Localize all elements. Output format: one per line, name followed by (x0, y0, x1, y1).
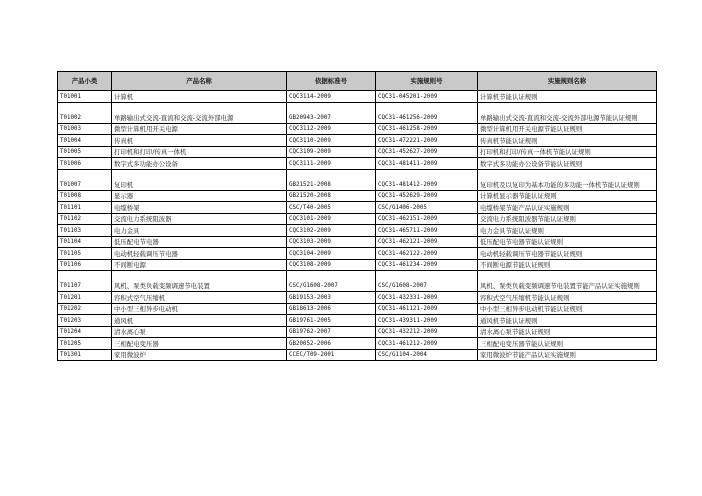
cell-rule-name[interactable]: 家用微波炉节能产品认证实施规则 (478, 349, 657, 361)
cell-rule-no[interactable]: CSC/G1406-2005 (376, 202, 478, 214)
cell-product-subclass[interactable]: T01102 (58, 213, 112, 225)
cell-rule-name[interactable]: 计算机显示器节能认证规则 (478, 190, 657, 202)
header-standard-no: 依据标准号 (287, 72, 376, 91)
cell-product-subclass[interactable]: T01006 (58, 158, 112, 170)
cell-rule-name[interactable]: 三相配电变压器节能认证规则 (478, 338, 657, 350)
cell-rule-name[interactable]: 微型计算机用开关电源节能认证规则 (478, 123, 657, 135)
cell-product-subclass[interactable]: T01004 (58, 135, 112, 147)
cell-standard-no[interactable]: CQC3102-2009 (287, 225, 376, 237)
cell-standard-no[interactable]: CSC/T40-2005 (287, 202, 376, 214)
cell-product-name[interactable]: 电缆桥架 (112, 202, 287, 214)
cell-standard-no[interactable]: CQC3109-2009 (287, 146, 376, 158)
cell-rule-no[interactable]: CQC31-461256-2009 (376, 102, 478, 123)
cell-standard-no[interactable]: CQC3112-2009 (287, 123, 376, 135)
table-row[interactable] (58, 236, 657, 248)
cell-product-subclass[interactable]: T01003 (58, 123, 112, 135)
table-row[interactable] (58, 123, 657, 135)
cell-standard-no[interactable]: GB19762-2007 (287, 326, 376, 338)
table-row[interactable] (58, 102, 657, 123)
table-row[interactable] (58, 190, 657, 202)
cell-rule-no[interactable]: CQC31-045201-2009 (376, 91, 478, 103)
cell-product-subclass[interactable]: T01001 (58, 91, 112, 103)
cell-rule-name[interactable]: 电动机轻载调压节电器节能认证规则 (478, 248, 657, 260)
cell-rule-name[interactable]: 打印机和打印/传真一体机节能认证规则 (478, 146, 657, 158)
cell-product-subclass[interactable]: T01201 (58, 292, 112, 304)
cell-rule-name[interactable]: 电力金具节能认证规则 (478, 225, 657, 237)
cell-product-subclass[interactable]: T01202 (58, 303, 112, 315)
cell-rule-name[interactable]: 单路输出式交流-直流和交流-交流外部电源节能认证规则 (478, 102, 657, 123)
cell-product-name[interactable]: 单路输出式交流-直流和交流-交流外部电源 (112, 102, 287, 123)
cell-standard-no[interactable]: GB18613-2006 (287, 303, 376, 315)
cell-rule-name[interactable]: 不间断电源节能认证规则 (478, 259, 657, 271)
cell-rule-no[interactable]: CQC31-461212-2009 (376, 338, 478, 350)
cell-standard-no[interactable]: CQC3108-2009 (287, 259, 376, 271)
cell-product-name[interactable]: 低压配电节电器 (112, 236, 287, 248)
cell-standard-no[interactable]: GB19761-2005 (287, 315, 376, 327)
table-row[interactable] (58, 213, 657, 225)
cell-rule-no[interactable]: CQC31-432331-2009 (376, 292, 478, 304)
cell-product-name[interactable]: 家用微波炉 (112, 349, 287, 361)
cell-rule-no[interactable]: CQC31-465711-2009 (376, 225, 478, 237)
cell-product-subclass[interactable]: T01005 (58, 146, 112, 158)
cell-rule-name[interactable]: 通风机节能认证规则 (478, 315, 657, 327)
cell-product-subclass[interactable]: T01204 (58, 326, 112, 338)
cell-rule-no[interactable]: CQC31-452627-2009 (376, 146, 478, 158)
cell-product-name[interactable]: 微型计算机用开关电源 (112, 123, 287, 135)
cell-rule-no[interactable]: CQC31-462151-2009 (376, 213, 478, 225)
cell-product-name[interactable]: 传真机 (112, 135, 287, 147)
cell-product-subclass[interactable]: T01205 (58, 338, 112, 350)
cell-product-subclass[interactable]: T01007 (58, 169, 112, 190)
cell-product-name[interactable]: 打印机和打印/传真一体机 (112, 146, 287, 158)
cell-rule-no[interactable]: CQC31-481411-2009 (376, 158, 478, 170)
table-row[interactable] (58, 326, 657, 338)
cell-rule-name[interactable]: 电缆桥架节能产品认证实施规则 (478, 202, 657, 214)
cell-product-name[interactable]: 风机、泵类负载变频调速节电装置 (112, 271, 287, 292)
cell-rule-name[interactable]: 低压配电节电器节能认证规则 (478, 236, 657, 248)
spreadsheet-sheet (57, 71, 657, 361)
table-row[interactable] (58, 303, 657, 315)
table-row[interactable] (58, 259, 657, 271)
cell-standard-no[interactable]: CCEC/T09-2001 (287, 349, 376, 361)
cell-standard-no[interactable]: CQC3110-2009 (287, 135, 376, 147)
cell-rule-no[interactable]: CQC31-461234-2009 (376, 259, 478, 271)
cell-standard-no[interactable]: CQC3111-2009 (287, 158, 376, 170)
cell-product-subclass[interactable]: T01105 (58, 248, 112, 260)
cell-standard-no[interactable]: CQC3114-2009 (287, 91, 376, 103)
cell-rule-name[interactable]: 传真机节能认证规则 (478, 135, 657, 147)
cell-rule-no[interactable]: CQC31-461121-2009 (376, 303, 478, 315)
cell-rule-name[interactable]: 风机、泵类负载变频调速节电装置节能产品认证实施规则 (478, 271, 657, 292)
table-row[interactable] (58, 169, 657, 190)
cell-product-subclass[interactable]: T01104 (58, 236, 112, 248)
cell-product-subclass[interactable]: T01103 (58, 225, 112, 237)
cell-product-name[interactable]: 复印机 (112, 169, 287, 190)
cell-rule-no[interactable]: CQC31-462122-2009 (376, 248, 478, 260)
cell-standard-no[interactable]: GB20052-2006 (287, 338, 376, 350)
cell-product-subclass[interactable]: T01107 (58, 271, 112, 292)
header-rule-name: 实施规则名称 (478, 72, 657, 91)
cell-rule-no[interactable]: CQC31-432212-2009 (376, 326, 478, 338)
cell-product-subclass[interactable]: T01008 (58, 190, 112, 202)
header-product-subclass: 产品小类 (58, 72, 112, 91)
cell-standard-no[interactable]: GB19153-2003 (287, 292, 376, 304)
cell-rule-no[interactable]: CQC31-439311-2009 (376, 315, 478, 327)
cell-product-name[interactable]: 电力金具 (112, 225, 287, 237)
cell-product-subclass[interactable]: T01203 (58, 315, 112, 327)
table-row[interactable] (58, 202, 657, 214)
cell-rule-name[interactable]: 交流电力系统阻波器节能认证规则 (478, 213, 657, 225)
cell-standard-no[interactable]: CQC3103-2009 (287, 236, 376, 248)
cell-product-subclass[interactable]: T01002 (58, 102, 112, 123)
cell-product-name[interactable]: 不间断电源 (112, 259, 287, 271)
table-row[interactable] (58, 135, 657, 147)
cell-standard-no[interactable]: CQC3104-2009 (287, 248, 376, 260)
cell-rule-name[interactable]: 容积式空气压缩机节能认证规则 (478, 292, 657, 304)
header-product-name: 产品名称 (112, 72, 287, 91)
cell-product-subclass[interactable]: T01106 (58, 259, 112, 271)
cell-standard-no[interactable]: GB21521-2008 (287, 169, 376, 190)
cell-product-name[interactable]: 通风机 (112, 315, 287, 327)
cell-rule-no[interactable]: CSC/G1104-2004 (376, 349, 478, 361)
cell-product-name[interactable]: 显示器 (112, 190, 287, 202)
header-rule-no: 实施规则号 (376, 72, 478, 91)
cell-product-subclass[interactable]: T01101 (58, 202, 112, 214)
cell-product-name[interactable]: 三相配电变压器 (112, 338, 287, 350)
cell-product-subclass[interactable]: T01301 (58, 349, 112, 361)
cell-product-name[interactable]: 中小型三相异步电动机 (112, 303, 287, 315)
cell-product-name[interactable]: 计算机 (112, 91, 287, 103)
cell-rule-no[interactable]: CSC/G1608-2007 (376, 271, 478, 292)
cell-standard-no[interactable]: CSC/G1608-2007 (287, 271, 376, 292)
table-body (58, 91, 657, 361)
table-row[interactable] (58, 225, 657, 237)
cell-standard-no[interactable]: GB20943-2007 (287, 102, 376, 123)
table-row[interactable] (58, 271, 657, 292)
table-row[interactable] (58, 91, 657, 103)
cell-rule-name[interactable]: 数字式多功能办公设备节能认证规则 (478, 158, 657, 170)
cell-rule-no[interactable]: CQC31-472221-2009 (376, 135, 478, 147)
table-row[interactable] (58, 315, 657, 327)
cell-rule-no[interactable]: CQC31-462121-2009 (376, 236, 478, 248)
table-row[interactable] (58, 248, 657, 260)
cell-product-name[interactable]: 交流电力系统阻波器 (112, 213, 287, 225)
header-row (58, 72, 657, 91)
cell-rule-no[interactable]: CQC31-481412-2009 (376, 169, 478, 190)
table-row[interactable] (58, 158, 657, 170)
cell-standard-no[interactable]: CQC3101-2009 (287, 213, 376, 225)
cell-standard-no[interactable]: GB21520-2008 (287, 190, 376, 202)
table-row[interactable] (58, 349, 657, 361)
cell-product-name[interactable]: 容积式空气压缩机 (112, 292, 287, 304)
energy-certification-table (57, 71, 657, 361)
table-row[interactable] (58, 146, 657, 158)
table-row[interactable] (58, 292, 657, 304)
cell-rule-name[interactable]: 清水离心泵节能认证规则 (478, 326, 657, 338)
cell-product-name[interactable]: 电动机轻载调压节电器 (112, 248, 287, 260)
cell-rule-name[interactable]: 中小型三相异步电动机节能认证规则 (478, 303, 657, 315)
cell-rule-no[interactable]: CQC31-452629-2009 (376, 190, 478, 202)
cell-product-name[interactable]: 清水离心泵 (112, 326, 287, 338)
cell-product-name[interactable]: 数字式多功能办公设备 (112, 158, 287, 170)
cell-rule-name[interactable]: 计算机节能认证规则 (478, 91, 657, 103)
table-row[interactable] (58, 338, 657, 350)
cell-rule-name[interactable]: 复印机及以复印为基本功能的多功能一体机节能认证规则 (478, 169, 657, 190)
cell-rule-no[interactable]: CQC31-461258-2009 (376, 123, 478, 135)
